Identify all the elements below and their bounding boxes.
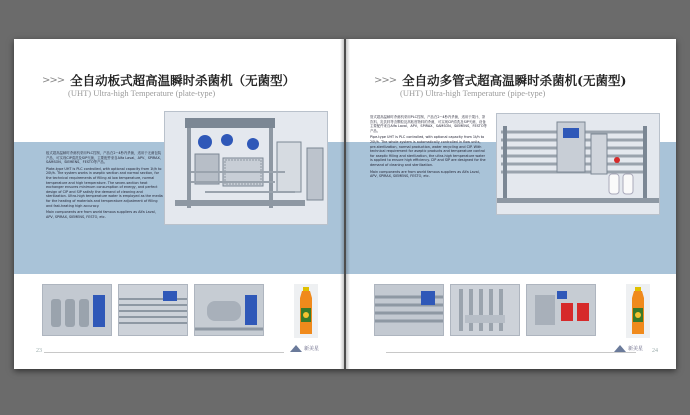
left-desc-en-1: Plate-type UHT is PLC controlled, with optional capacity from 1t/h to 20t/h. The system works in aseptic section and normal section, for the technical requirements of filling at low temperature, normal temperature and high temperature. The seven-section heat exchanger ensures minimum consumption of energy, and perfect design of CIP and SIP satisfy the demand of cleaning and sterilization. Ultra-high temperature water is employed as the media for the heating of materials and temperature adjustment of filling and fast-heating high accuracy. xyxy=(46,166,163,208)
brochure-spread xyxy=(14,39,676,369)
right-desc-en-2: Main components are from world famous suppliers as Alfa Laval, APV, SPIRAX, SIEMENS, FESTO, etc. xyxy=(370,169,480,179)
left-page xyxy=(14,39,344,369)
left-desc-cn: 板式超高温瞬时杀菌机采用PLC控制，产品在2~4秒内杀菌，适用于无菌包装产品，可实现CIP清洗及SIP灭菌，主要配件来自Alfa Laval、APV、SPIRAX、SAMSON、SIEMENS、FESTO等产品。 xyxy=(46,151,164,165)
left-description xyxy=(46,151,164,271)
left-brand-logo xyxy=(290,345,319,352)
right-title-cn: 全自动多管式超高温瞬时杀菌机(无菌型) xyxy=(402,73,627,88)
left-title-cn: 全自动板式超高温瞬时杀菌机（无菌型） xyxy=(70,73,296,88)
left-footer-rule xyxy=(44,352,284,353)
thumbnail-image xyxy=(450,284,520,336)
thumbnail-image xyxy=(526,284,596,336)
right-desc-en-1: Pipe-type UHT is PLC controlled, with optional capacity from 1t/h to 20t/h. The whole system is automatically controlled in flow units, pre-sterilization, normal production, water recycling and CIP. With technical requirement for aseptic products and temperature control for aseptic filling and sterilization, the ultra-high temperature water is applied to ensure high efficiency. CIP and SIP are designed for the demand of cleaning and sterilization. xyxy=(370,135,486,167)
logo-icon xyxy=(614,345,626,352)
right-footer-rule xyxy=(386,352,636,353)
left-title-en: (UHT) Ultra-high Temperature (plate-type) xyxy=(68,88,216,98)
thumbnail-image xyxy=(42,284,112,336)
right-desc-cn: 管式超高温瞬时杀菌机采用PLC控制，产品在2~4秒内杀菌，适用于果汁、茶饮料、乳饮料等含颗粒及高粘度物料的杀菌，可实现CIP清洗及SIP灭菌，设备主要配件来自Alfa Laval、APV、SPIRAX、SAMSON、SIEMENS、FESTO等产品。 xyxy=(370,115,487,133)
left-logo-text: 新美星 xyxy=(304,346,320,352)
pipe-uht-machine-image xyxy=(496,113,660,215)
left-thumbnail-row xyxy=(42,284,264,336)
left-heading xyxy=(42,71,295,89)
right-page xyxy=(346,39,676,369)
thumbnail-image xyxy=(374,284,444,336)
right-title-en: (UHT) Ultra-high Temperature (pipe-type) xyxy=(400,88,546,98)
right-logo-text: 新美星 xyxy=(628,346,644,352)
arrows-icon: >>> xyxy=(374,74,397,86)
right-description xyxy=(370,115,488,245)
thumbnail-image xyxy=(118,284,188,336)
logo-icon xyxy=(290,345,302,352)
right-thumbnail-row xyxy=(374,284,596,336)
right-brand-logo xyxy=(614,345,643,352)
juice-bottle-image xyxy=(626,284,650,338)
left-desc-en-2: Main components are from world famous suppliers as Alfa Laval, APV, SPIRAX, SIEMENS, FESTO, etc. xyxy=(46,210,156,219)
arrows-icon: >>> xyxy=(42,74,65,86)
juice-bottle-image xyxy=(294,284,318,338)
right-page-number: 24 xyxy=(652,348,658,354)
plate-uht-machine-image xyxy=(164,111,328,225)
thumbnail-image xyxy=(194,284,264,336)
right-heading xyxy=(374,71,626,89)
left-page-number: 23 xyxy=(36,348,42,354)
